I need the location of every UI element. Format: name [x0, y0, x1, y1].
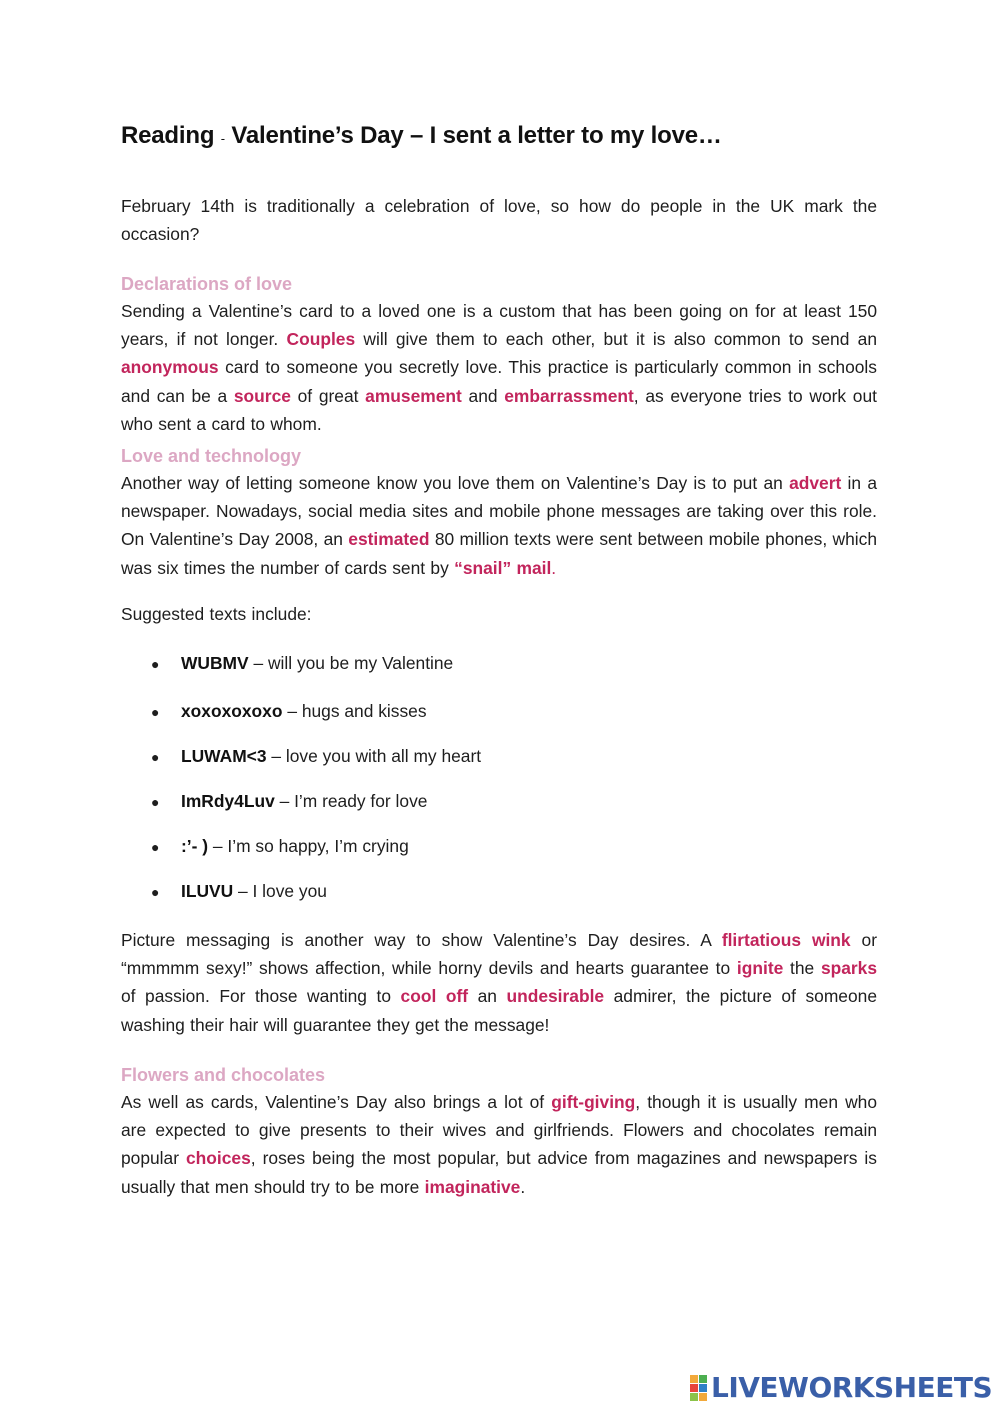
abbreviation-meaning: – I love you: [233, 881, 327, 901]
vocab-word: imaginative: [424, 1176, 521, 1197]
abbreviation-meaning: – love you with all my heart: [266, 746, 482, 766]
title-main: Valentine’s Day – I sent a letter to my love…: [231, 122, 722, 149]
picture-messaging-block: [121, 926, 877, 1039]
vocab-word: flirtatious wink: [721, 930, 851, 950]
intro-paragraph: February 14th is traditionally a celebration of love, so how do people in the UK mark the occasion?: [121, 196, 877, 245]
vocab-word: gift-giving: [551, 1092, 636, 1112]
logo-text: LIVEWORKSHEETS: [711, 1371, 993, 1404]
technology-paragraph: Another way of letting someone know you love them on Valentine’s Day is to put an advert in a newspaper. Nowadays, social media sites and mobile phone messages are taking over this role. On Valentine’s Day 2008, an estimated 80 million texts were sent between mobile phones, which was six times the number of cards sent by “snail” mail.: [121, 473, 878, 578]
vocab-word: Couples: [286, 329, 356, 350]
abbreviation-meaning: – I’m ready for love: [274, 791, 428, 811]
vocab-word: anonymous: [121, 357, 219, 378]
vocab-word: undesirable: [506, 986, 605, 1007]
vocab-word: advert: [789, 473, 842, 493]
bullet-icon: ●: [151, 704, 160, 720]
vocab-word: embarrassment: [504, 385, 634, 406]
abbreviation: WUBMV: [181, 653, 249, 673]
vocab-word: estimated: [348, 529, 430, 550]
vocab-word: sparks: [820, 958, 878, 979]
picture-paragraph: Picture messaging is another way to show Valentine’s Day desires. A flirtatious wink or “mmmmm sexy!” shows affection, while horny devils and hearts guarantee to ignite the sparks of passion. For those wanting to cool off an undesirable admirer, the picture of someone washing their hair will guarantee they get the message!: [121, 930, 878, 1035]
vocab-word: “snail” mail: [454, 557, 552, 578]
section-heading-flowers: Flowers and chocolates: [121, 1065, 326, 1085]
list-item: [151, 698, 427, 725]
list-item: [151, 650, 453, 677]
abbreviation: :’- ): [181, 836, 209, 856]
abbreviation: xoxoxoxoxo: [181, 701, 283, 721]
vocab-word: amusement: [365, 385, 462, 406]
suggested-intro: [121, 600, 877, 628]
title-separator: -: [220, 131, 225, 146]
abbreviation-meaning: – I’m so happy, I’m crying: [208, 836, 409, 856]
bullet-icon: ●: [151, 749, 160, 765]
vocab-word: cool off: [400, 986, 469, 1007]
intro-block: [121, 192, 877, 248]
list-item: [151, 878, 327, 905]
flowers-paragraph: As well as cards, Valentine’s Day also brings a lot of gift-giving, though it is usually men who are expected to give presents to their wives and girlfriends. Flowers and chocolates remain popular choices, roses being the most popular, but advice from magazines and newspapers is usually that men should try to be more imaginative.: [121, 1092, 877, 1197]
bullet-icon: ●: [151, 884, 160, 900]
abbreviation-meaning: – will you be my Valentine: [248, 653, 454, 673]
bullet-icon: ●: [151, 839, 160, 855]
declarations-section: [121, 271, 877, 438]
title-lead: Reading: [121, 122, 215, 149]
vocab-word: source: [233, 385, 291, 406]
page-title: [121, 122, 881, 150]
vocab-word: choices: [186, 1148, 251, 1169]
logo-blocks-icon: [690, 1375, 707, 1401]
abbreviation-meaning: – hugs and kisses: [282, 701, 427, 721]
suggested-label: Suggested texts include:: [121, 604, 312, 624]
abbreviation: ILUVU: [181, 881, 234, 901]
section-heading-declarations: Declarations of love: [121, 274, 293, 294]
list-item: [151, 833, 409, 860]
list-item: [151, 743, 481, 770]
liveworksheets-logo: [690, 1371, 993, 1404]
technology-section: [121, 443, 877, 582]
abbreviation: ImRdy4Luv: [181, 791, 275, 811]
declarations-paragraph: Sending a Valentine’s card to a loved one is a custom that has been going on for at least 150 years, if not longer. Couples will give them to each other, but it is also common to send an anonymous card to someone you secretly love. This practice is particularly common in schools and can be a source of great amusement and embarrassment, as everyone tries to work out who sent a card to whom.: [121, 301, 877, 434]
flowers-section: [121, 1062, 877, 1201]
bullet-icon: ●: [151, 656, 160, 672]
abbreviation: LUWAM<3: [181, 746, 267, 766]
vocab-word: ignite: [736, 958, 784, 979]
bullet-icon: ●: [151, 794, 160, 810]
list-item: [151, 788, 427, 815]
section-heading-technology: Love and technology: [121, 446, 302, 466]
